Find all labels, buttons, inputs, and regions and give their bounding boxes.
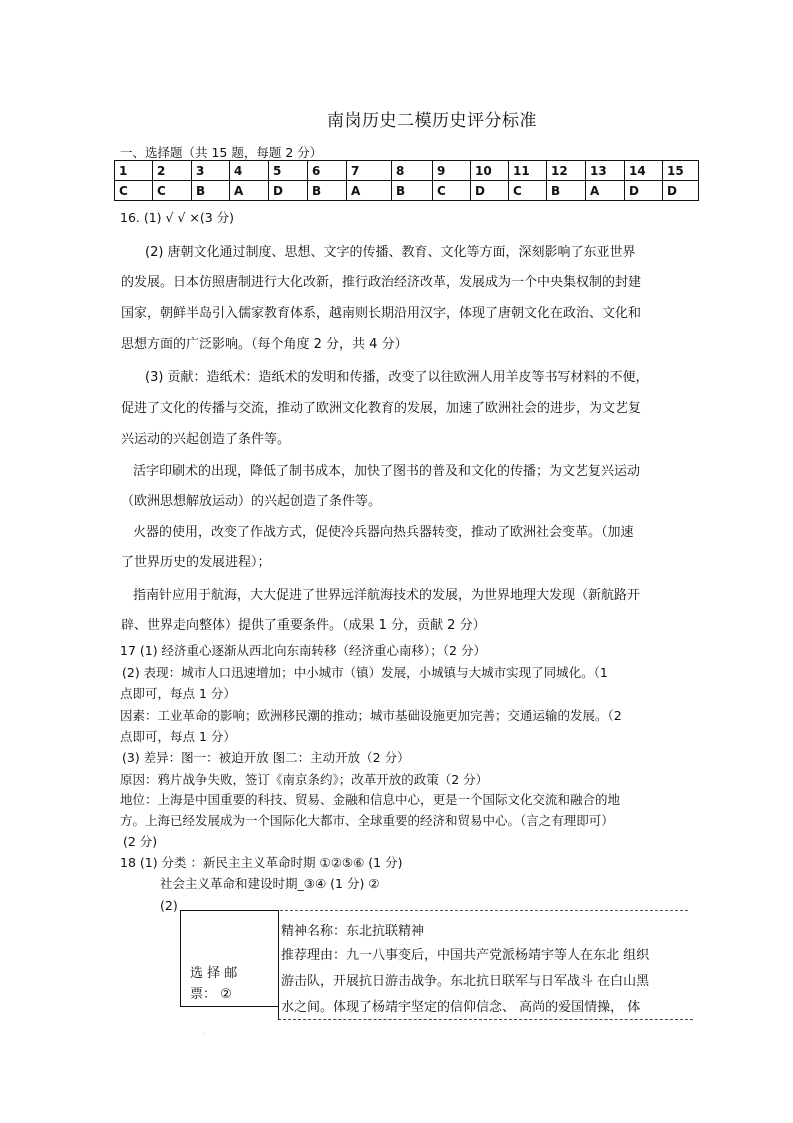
answer-letter: C [153,181,192,201]
question-number: 5 [269,161,308,181]
q16-firearms-line: 了世界历史的发展进程）； [121,555,271,570]
q16-part3-line: 促进了文化的传播与交流，推动了欧洲文化教育的发展，加速了欧洲社会的进步，为文艺复 [121,401,642,416]
q17-line: (2 分) [123,834,158,849]
reason-line: 推荐理由：九一八事变后，中国共产党派杨靖宇等人在东北 组织 [281,948,650,963]
answer-key-row [115,181,699,201]
vote-label: 选 择 邮 [190,966,238,981]
q16-firearms-line: 火器的使用，改变了作战方式，促使冷兵器向热兵器转变，推动了欧洲社会变革。（加速 [133,525,634,540]
answer-letter: C [433,181,471,201]
reason-line: 水之间。体现了杨靖宇坚定的信仰信念、 高尚的爱国情操， 体 [281,1000,641,1015]
q16-compass-line: 辟、世界走向整体）提供了重要条件。（成果 1 分，贡献 2 分） [121,618,486,633]
question-number: 4 [230,161,269,181]
answer-letter: A [586,181,625,201]
q17-line: 原因：鸦片战争失败，签订《南京条约》；改革开放的政策（2 分） [120,772,489,787]
spirit-name: 精神名称：东北抗联精神 [281,924,425,939]
reason-line: 游击队，开展抗日游击战争。东北抗日联军与日军战斗 在白山黑 [281,974,650,989]
q16-part2-line: 国家，朝鲜半岛引入儒家教育体系，越南则长期沿用汉字，体现了唐朝文化在政治、文化和 [121,306,642,321]
answer-letter: C [115,181,153,201]
question-number: 11 [509,161,547,181]
q17-line: (2) 表现：城市人口迅速增加；中小城市（镇）发展，小城镇与大城市实现了同城化。（1 [122,665,608,680]
footer-mark: · [203,1030,206,1040]
q18-line: 18 (1) 分类 ：新民主主义革命时期 ①②⑤⑥ (1 分) [120,855,403,870]
q16-part2-line: (2) 唐朝文化通过制度、思想、文字的传播、教育、文化等方面，深刻影响了东亚世界 [145,245,636,260]
question-number: 8 [392,161,433,181]
q17-line: 点即可，每点 1 分） [120,729,236,744]
question-number: 9 [433,161,471,181]
vote-choice: 票： ② [190,987,232,1002]
q17-line: (3) 差异：图一：被迫开放 图二：主动开放（2 分） [122,750,410,765]
q16-printing-line: （欧洲思想解放运动）的兴起创造了条件等。 [121,494,382,509]
answer-letter: B [308,181,347,201]
answer-letter: B [547,181,586,201]
answer-letter: D [471,181,509,201]
answer-letter: D [269,181,308,201]
answer-letter: A [347,181,392,201]
question-number: 15 [663,161,699,181]
q16-part2-line: 思想方面的广泛影响。（每个角度 2 分，共 4 分） [121,337,408,352]
answer-letter: B [392,181,433,201]
page-title: 南岗历史二模历史评分标准 [327,111,537,131]
q17-line: 方。上海已经发展成为一个国际化大都市、全球重要的经济和贸易中心。（言之有理即可） [120,813,614,828]
question-number: 7 [347,161,392,181]
q16-part3-line: 兴运动的兴起创造了条件等。 [121,432,291,447]
question-number: 10 [471,161,509,181]
answer-letter: D [663,181,699,201]
question-number: 1 [115,161,153,181]
q16-compass-line: 指南针应用于航海，大大促进了世界远洋航海技术的发展，为世界地理大发现（新航路开 [133,588,641,603]
q16-part2-line: 的发展。日本仿照唐制进行大化改新，推行政治经济改革，发展成为一个中央集权制的封建 [121,275,642,290]
question-number: 13 [586,161,625,181]
answer-letter: C [509,181,547,201]
answer-letter: A [230,181,269,201]
question-number: 14 [625,161,663,181]
q17-line: 点即可，每点 1 分） [120,686,236,701]
answer-number-row [115,161,699,181]
question-number: 2 [153,161,192,181]
question-number: 12 [547,161,586,181]
section-heading: 一、选择题（共 15 题，每题 2 分） [120,145,323,160]
q18-line: (2) [160,898,178,913]
answer-letter: D [625,181,663,201]
answer-letter: B [192,181,230,201]
q17-line: 因素：工业革命的影响；欧洲移民潮的推动；城市基础设施更加完善；交通运输的发展。（2 [120,708,622,723]
question-number: 3 [192,161,230,181]
question-number: 6 [308,161,347,181]
q16-printing-line: 活字印刷术的出现，降低了制书成本，加快了图书的普及和文化的传播；为文艺复兴运动 [133,464,641,479]
q16-part3-line: (3) 贡献：造纸术：造纸术的发明和传播，改变了以往欧洲人用羊皮等书写材料的不便， [145,370,649,385]
q16-part1: 16. (1) √ √ ×(3 分) [120,210,235,225]
q17-line: 地位：上海是中国重要的科技、贸易、金融和信息中心，更是一个国际文化交流和融合的地 [120,792,621,807]
q18-line: 社会主义革命和建设时期_③④ (1 分) ② [160,876,380,891]
q17-line: 17 (1) 经济重心逐渐从西北向东南转移（经济重心南移）；（2 分） [120,643,486,658]
answer-table [114,160,699,201]
